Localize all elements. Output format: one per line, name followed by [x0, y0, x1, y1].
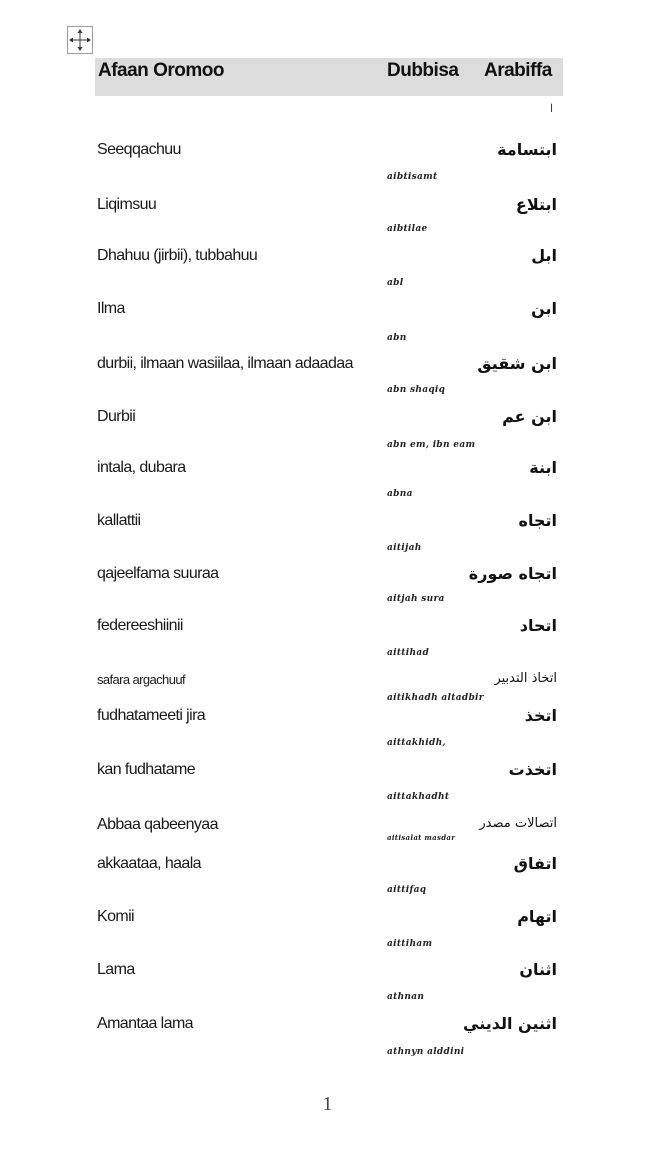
oromo-term: fudhatameeti jira: [97, 707, 206, 724]
transliteration: aittakhadht: [387, 792, 450, 802]
arabic-term: ابن عم: [502, 407, 557, 426]
oromo-term: Durbii: [97, 408, 136, 425]
transliteration: abna: [387, 489, 413, 499]
oromo-term: Ilma: [97, 300, 125, 317]
oromo-term: intala, dubara: [97, 459, 186, 476]
transliteration: aitijah: [387, 543, 422, 553]
arabic-term: ابتلاع: [515, 195, 557, 214]
oromo-term: Liqimsuu: [97, 196, 157, 213]
arabic-term: اتخذ: [524, 706, 557, 725]
page-number: 1: [322, 1093, 333, 1115]
arabic-term: اتجاه صورة: [468, 564, 557, 583]
transliteration: athnyn alddini: [387, 1047, 465, 1057]
dictionary-table: [95, 58, 563, 1057]
transliteration: aibtilae: [387, 224, 428, 234]
transliteration: aitikhadh altadbir: [387, 693, 484, 703]
oromo-term: safara argachuuf: [97, 672, 185, 687]
arabic-term: اتفاق: [513, 854, 557, 873]
arabic-term: اتجاه: [518, 511, 557, 530]
oromo-term: Komii: [97, 908, 135, 925]
arabic-term: اتصالات مصدر: [479, 816, 557, 831]
table-move-handle[interactable]: [67, 26, 93, 54]
arabic-term: اتحاد: [519, 616, 557, 635]
section-letter: ا: [550, 103, 554, 115]
table-header: [95, 58, 563, 96]
header-afaan-oromoo: Afaan Oromoo: [98, 60, 224, 81]
header-arabiffa: Arabiffa: [484, 60, 552, 81]
arabic-term: ابل: [531, 246, 557, 265]
transliteration: aibtisamt: [387, 172, 438, 182]
arabic-term: ابتسامة: [497, 140, 557, 159]
arabic-term: اتخذت: [508, 760, 557, 779]
oromo-term: Amantaa lama: [97, 1015, 193, 1032]
arabic-term: اثنين الديني: [463, 1014, 557, 1033]
arabic-term: ابن شقيق: [477, 354, 557, 373]
arabic-term: اتهام: [517, 907, 557, 926]
oromo-term: kallattii: [97, 512, 141, 529]
transliteration: aitisalat masdar: [387, 833, 456, 842]
move-arrows-icon: [68, 27, 92, 53]
transliteration: abn em, ibn eam: [387, 440, 476, 450]
transliteration: abn: [387, 333, 407, 343]
transliteration: abn shaqiq: [387, 385, 446, 395]
oromo-term: Seeqqachuu: [97, 141, 181, 158]
header-dubbisa: Dubbisa: [387, 60, 459, 81]
transliteration: aittiham: [387, 939, 433, 949]
arabic-term: ابنة: [529, 458, 557, 477]
transliteration: aitjah sura: [387, 594, 445, 604]
arabic-term: اثنان: [519, 960, 557, 979]
oromo-term: durbii, ilmaan wasiilaa, ilmaan adaadaa: [97, 355, 353, 372]
transliteration: aittihad: [387, 648, 430, 658]
oromo-term: Abbaa qabeenyaa: [97, 816, 218, 833]
oromo-term: akkaataa, haala: [97, 855, 201, 872]
arabic-term: ابن: [531, 299, 557, 318]
transliteration: athnan: [387, 992, 425, 1002]
oromo-term: federeeshiinii: [97, 617, 183, 634]
transliteration: aittifaq: [387, 885, 427, 895]
oromo-term: qajeelfama suuraa: [97, 565, 219, 582]
oromo-term: Dhahuu (jirbii), tubbahuu: [97, 247, 258, 264]
arabic-term: اتخاذ التدبير: [494, 671, 557, 686]
transliteration: abl: [387, 278, 404, 288]
oromo-term: Lama: [97, 961, 135, 978]
transliteration: aittakhidh,: [387, 738, 446, 748]
oromo-term: kan fudhatame: [97, 761, 196, 778]
